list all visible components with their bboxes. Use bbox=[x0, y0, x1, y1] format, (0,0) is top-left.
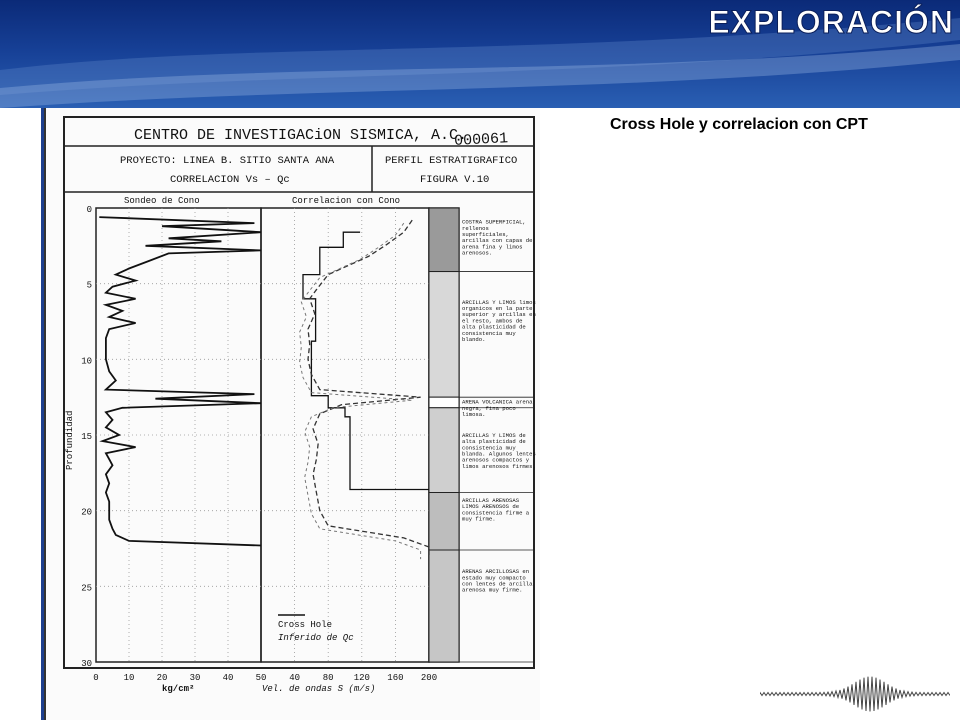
left-x-tick-label: 10 bbox=[123, 673, 135, 683]
depth-tick-label: 15 bbox=[81, 432, 92, 442]
left-x-tick-label: 30 bbox=[189, 673, 201, 683]
strata-description: ARCILLAS Y LIMOS limos organicos en la parte superior y arcillas en el resto, ambos de alta plasticidad de consistencia muy blando. bbox=[462, 298, 536, 343]
right-x-tick-label: 160 bbox=[387, 673, 404, 683]
scanned-figure-svg bbox=[46, 108, 540, 720]
cross-hole-series-line bbox=[303, 232, 429, 489]
left-x-tick-label: 20 bbox=[156, 673, 168, 683]
left-x-unit: kg/cm² bbox=[162, 684, 195, 694]
slide-header bbox=[0, 0, 960, 108]
doc-number: 000061 bbox=[453, 130, 509, 150]
depth-tick-label: 25 bbox=[81, 583, 92, 594]
left-x-tick-label: 0 bbox=[93, 673, 99, 683]
institution-text: CENTRO DE INVESTIGACiON SISMICA, A.C. bbox=[134, 127, 468, 144]
right-x-tick-label: 120 bbox=[353, 673, 370, 683]
slide-subtitle: Cross Hole y correlacion con CPT bbox=[610, 116, 868, 133]
profile-text: PERFIL ESTRATIGRAFICO bbox=[385, 155, 518, 167]
strata-layer bbox=[429, 408, 459, 493]
inferido-series-line bbox=[308, 220, 429, 556]
depth-tick-label: 5 bbox=[86, 280, 92, 291]
right-x-tick-label: 80 bbox=[322, 673, 334, 683]
depth-axis-label: Profundidad bbox=[65, 410, 75, 470]
strata-description: ARCILLAS ARENOSAS LIMOS ARENOSOS de consistencia firme a muy firme. bbox=[462, 497, 530, 523]
slide-title: EXPLORACIÓN bbox=[708, 4, 954, 40]
depth-tick-label: 10 bbox=[81, 356, 92, 367]
project-text: PROYECTO: LINEA B. SITIO SANTA ANA bbox=[120, 155, 335, 167]
seismogram-decoration bbox=[760, 674, 950, 714]
figure-number-text: FIGURA V.10 bbox=[420, 174, 490, 186]
cone-resistance-curve bbox=[99, 217, 261, 545]
left-margin bbox=[0, 108, 42, 720]
inferido-series-line-lower bbox=[300, 223, 421, 559]
right-x-tick-label: 40 bbox=[289, 673, 301, 683]
left-x-tick-label: 50 bbox=[255, 673, 267, 683]
strata-description: COSTRA SUPERFICIAL, rellenos superficiales, arcillas con capas de arena fina y limos arenosos. bbox=[462, 218, 533, 257]
strata-layer bbox=[429, 272, 459, 398]
left-x-tick-label: 40 bbox=[222, 673, 234, 683]
strata-layer bbox=[429, 208, 459, 272]
strata-description: ARENA VOLCANICA arena negra, fina poco limosa. bbox=[462, 398, 533, 419]
strata-description: ARENAS ARCILLOSAS en estado muy compacto con lentes de arcilla arenosa muy firme. bbox=[462, 568, 533, 594]
scanned-figure bbox=[44, 108, 540, 720]
strata-layer bbox=[429, 397, 459, 408]
strata-layer bbox=[429, 493, 459, 551]
strata-description: ARCILLAS Y LIMOS de alta plasticidad de consistencia muy blanda. Algunos lentes arenosos compactos y limos arenosos firmes. bbox=[462, 431, 536, 470]
depth-tick-label: 30 bbox=[81, 659, 92, 669]
right-x-tick-label: 200 bbox=[420, 673, 438, 683]
depth-tick-label: 0 bbox=[86, 205, 92, 215]
left-plot-title: Sondeo de Cono bbox=[124, 196, 200, 206]
depth-tick-label: 20 bbox=[81, 507, 92, 518]
legend-cross-hole-label: Cross Hole bbox=[278, 620, 333, 630]
right-plot-title: Correlacion con Cono bbox=[292, 196, 401, 206]
strata-layer bbox=[429, 550, 459, 662]
legend-inferido-label: Inferido de Qc bbox=[278, 633, 354, 643]
right-x-unit: Vel. de ondas S (m/s) bbox=[262, 684, 376, 694]
correlation-text: CORRELACION Vs – Qc bbox=[170, 174, 290, 186]
